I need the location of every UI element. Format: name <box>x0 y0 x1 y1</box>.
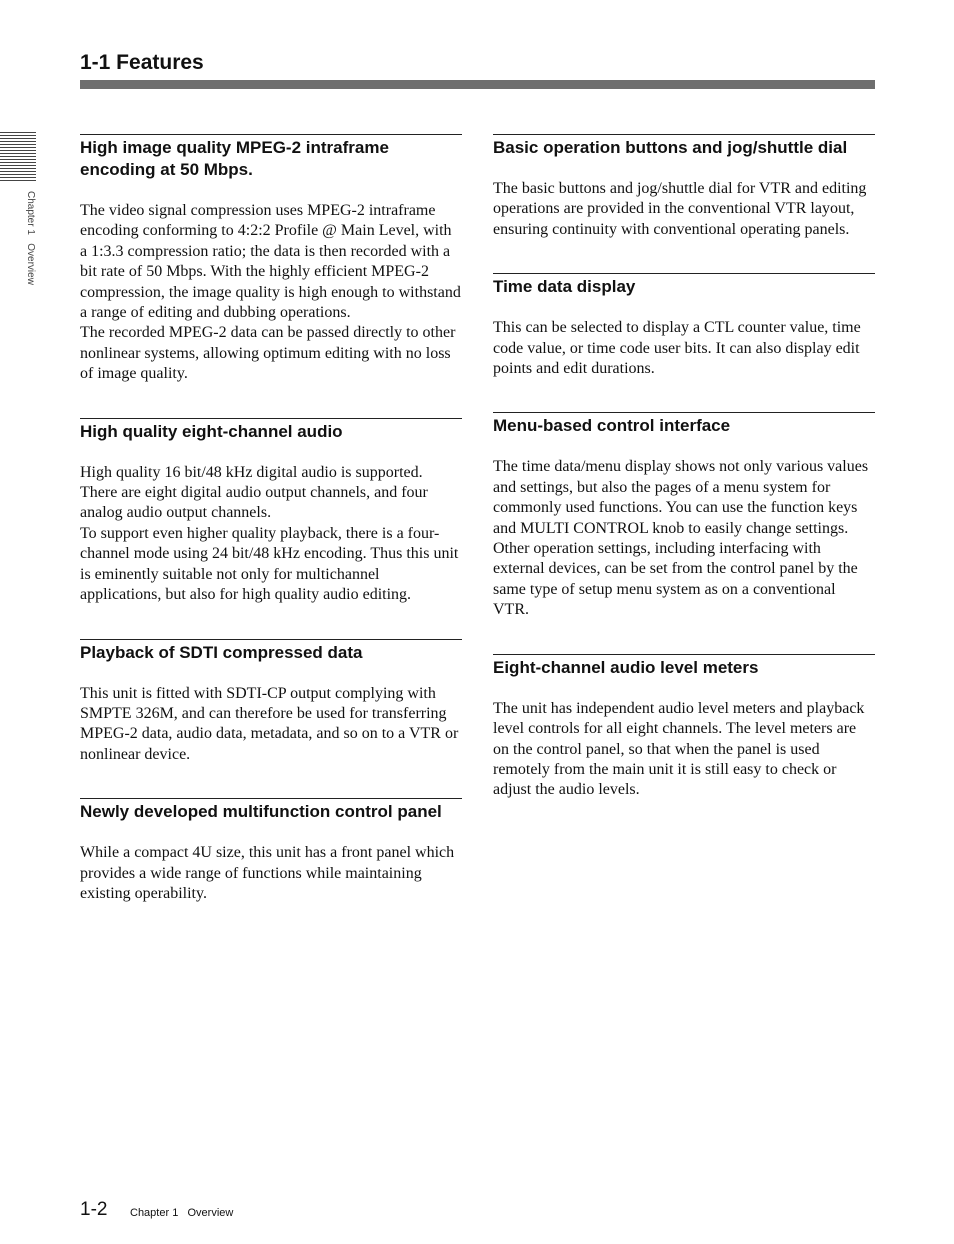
feature-body <box>493 699 875 801</box>
feature-menu-control <box>493 412 875 620</box>
footer-chapter-label: Chapter 1 Overview <box>130 1207 234 1219</box>
feature-heading: Basic operation buttons and jog/shuttle dial <box>493 138 848 157</box>
section-title: 1-1 Features <box>80 51 204 74</box>
feature-paragraph: This can be selected to display a CTL counter value, time code value, or time code user bits. It can also display edit points and edit durations. <box>493 319 861 378</box>
feature-paragraph: The video signal compression uses MPEG-2 intraframe encoding conforming to 4:2:2 Profile @ Main Level, with a 1:3.3 compression ratio; the data is then recorded with a bit rate of 50 Mbps. With the highly efficient MPEG-2 compression, the image quality is high enough to withstand a range of editing and dubbing operations. <box>80 202 461 322</box>
feature-paragraph: The unit has independent audio level meters and playback level controls for all eight channels. The level meters are on the control panel, so that when the panel is used remotely from the main unit it is still easy to check or adjust the audio levels. <box>493 699 865 799</box>
feature-paragraph: Other operation settings, including interfacing with external devices, can be set from the control panel by the same type of setup menu system as on a conventional VTR. <box>493 540 858 619</box>
feature-jog-shuttle <box>493 134 875 240</box>
left-column <box>80 134 462 904</box>
page-number: 1-2 <box>80 1199 108 1220</box>
feature-mpeg2-encoding <box>80 134 462 385</box>
feature-level-meters <box>493 654 875 801</box>
right-column <box>493 134 875 801</box>
feature-heading: Time data display <box>493 277 636 297</box>
feature-paragraph: The basic buttons and jog/shuttle dial for VTR and editing operations are provided in the conventional VTR layout, ensuring continuity with conventional operating panels. <box>493 180 867 238</box>
feature-body <box>493 318 875 379</box>
feature-body <box>80 201 462 385</box>
feature-body <box>80 684 462 766</box>
feature-time-data-display <box>493 273 875 379</box>
feature-paragraph: High quality 16 bit/48 kHz digital audio is supported. There are eight digital audio output channels, and four analog audio output channels. <box>80 463 428 522</box>
feature-control-panel <box>80 798 462 904</box>
feature-paragraph: The recorded MPEG-2 data can be passed directly to other nonlinear systems, allowing optimum editing with no loss of image quality. <box>80 324 456 383</box>
title-rule-bar <box>80 80 875 89</box>
feature-body <box>80 843 462 904</box>
feature-heading: Newly developed multifunction control panel <box>80 802 442 822</box>
feature-eight-channel-audio <box>80 418 462 606</box>
feature-heading: High image quality MPEG-2 intraframe encoding at 50 Mbps. <box>80 138 389 179</box>
feature-paragraph: While a compact 4U size, this unit has a front panel which provides a wide range of functions while maintaining existing operability. <box>80 844 455 902</box>
chapter-tab-stripes <box>0 132 36 182</box>
feature-body <box>493 457 875 620</box>
feature-body <box>493 179 875 240</box>
feature-heading: Eight-channel audio level meters <box>493 657 759 677</box>
feature-paragraph: This unit is fitted with SDTI-CP output complying with SMPTE 326M, and can therefore be used for transferring MPEG-2 data, audio data, metadata, and so on to a VTR or nonlinear device. <box>80 684 459 763</box>
feature-heading: Menu-based control interface <box>493 416 731 436</box>
feature-heading: High quality eight-channel audio <box>80 421 343 441</box>
feature-sdti-playback <box>80 639 462 766</box>
feature-body <box>80 463 462 606</box>
side-chapter-label: Chapter 1 Overview <box>25 191 36 285</box>
feature-heading: Playback of SDTI compressed data <box>80 642 363 662</box>
feature-paragraph: To support even higher quality playback, there is a four-channel mode using 24 bit/48 kHz encoding. Thus this unit is eminently suitable not only for multichannel applications, but also for high quality audio editing. <box>80 524 459 604</box>
feature-paragraph: The time data/menu display shows not only various values and settings, but also the pages of a menu system for commonly used functions. You can use the function keys and MULTI CONTROL knob to easily change settings. <box>493 458 869 537</box>
